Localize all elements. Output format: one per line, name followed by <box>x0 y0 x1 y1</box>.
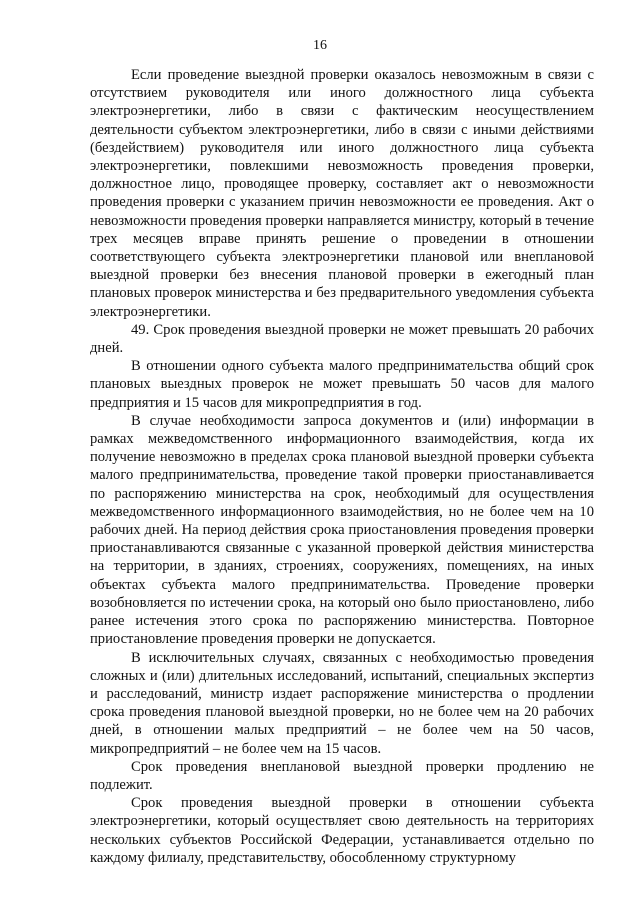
document-body <box>90 66 594 867</box>
paragraph-suspension: В случае необходимости запроса документов и (или) информации в рамках межведомственного информационного взаимодействия, когда их получение невозможно в пределах срока плановой выездной проверки субъекта малого предпринимательства, проведение такой проверки приостанавливается по распоряжению министерства на срок, необходимый для осуществления межведомственного информационного взаимодействия, но не более чем на 10 рабочих дней. На период действия срока приостановления проведения проверки приостанавливаются связанные с указанной проверкой действия министерства на территории, в зданиях, строениях, сооружениях, помещениях, на иных объектах субъекта малого предпринимательства. Проведение проверки возобновляется по истечении срока, на который оно было приостановлено, либо ранее истечения этого срока по распоряжению министерства. Повторное приостановление проведения проверки не допускается. <box>90 412 594 648</box>
paragraph-multiple-regions: Срок проведения выездной проверки в отношении субъекта электроэнергетики, который осуществляет свою деятельность на территориях нескольких субъектов Российской Федерации, устанавливается отдельно по каждому филиалу, представительству, обособленному структурному <box>90 795 594 866</box>
page-number: 16 <box>313 38 327 53</box>
paragraph-unscheduled-no-extension: Срок проведения внеплановой выездной проверки продлению не подлежит. <box>90 758 594 793</box>
paragraph-impossible-inspection: Если проведение выездной проверки оказалось невозможным в связи с отсутствием руководителя или иного должностного лица субъекта электроэнергетики, либо в связи с фактическим неосуществлением деятельности субъектом электроэнергетики, либо в связи с иными действиями (бездействием) руководителя или иного должностного лица субъекта электроэнергетики, повлекшими невозможность проведения проверки, должностное лицо, проводящее проверку, составляет акт о невозможности проведения проверки с указанием причин невозможности ее проведения. Акт о невозможности проведения проверки направляется министру, который в течение трех месяцев вправе принять решение о проведении в отношении соответствующего субъекта электроэнергетики плановой или внеплановой выездной проверки без внесения плановой проверки в ежегодный план плановых проверок министерства и без предварительного уведомления субъекта электроэнергетики. <box>90 67 594 320</box>
paragraph-small-business-limit: В отношении одного субъекта малого предпринимательства общий срок плановых выездных проверок не может превышать 50 часов для малого предприятия и 15 часов для микропредприятия в год. <box>90 358 594 411</box>
paragraph-extension: В исключительных случаях, связанных с необходимостью проведения сложных и (или) длительных исследований, испытаний, специальных экспертиз и расследований, министр издает распоряжение министерства о продлении срока проведения плановой выездной проверки, но не более чем на 20 рабочих дней, в отношении малых предприятий – не более чем на 50 часов, микропредприятий – не более чем на 15 часов. <box>90 649 594 757</box>
paragraph-clause-49: 49. Срок проведения выездной проверки не может превышать 20 рабочих дней. <box>90 321 594 357</box>
